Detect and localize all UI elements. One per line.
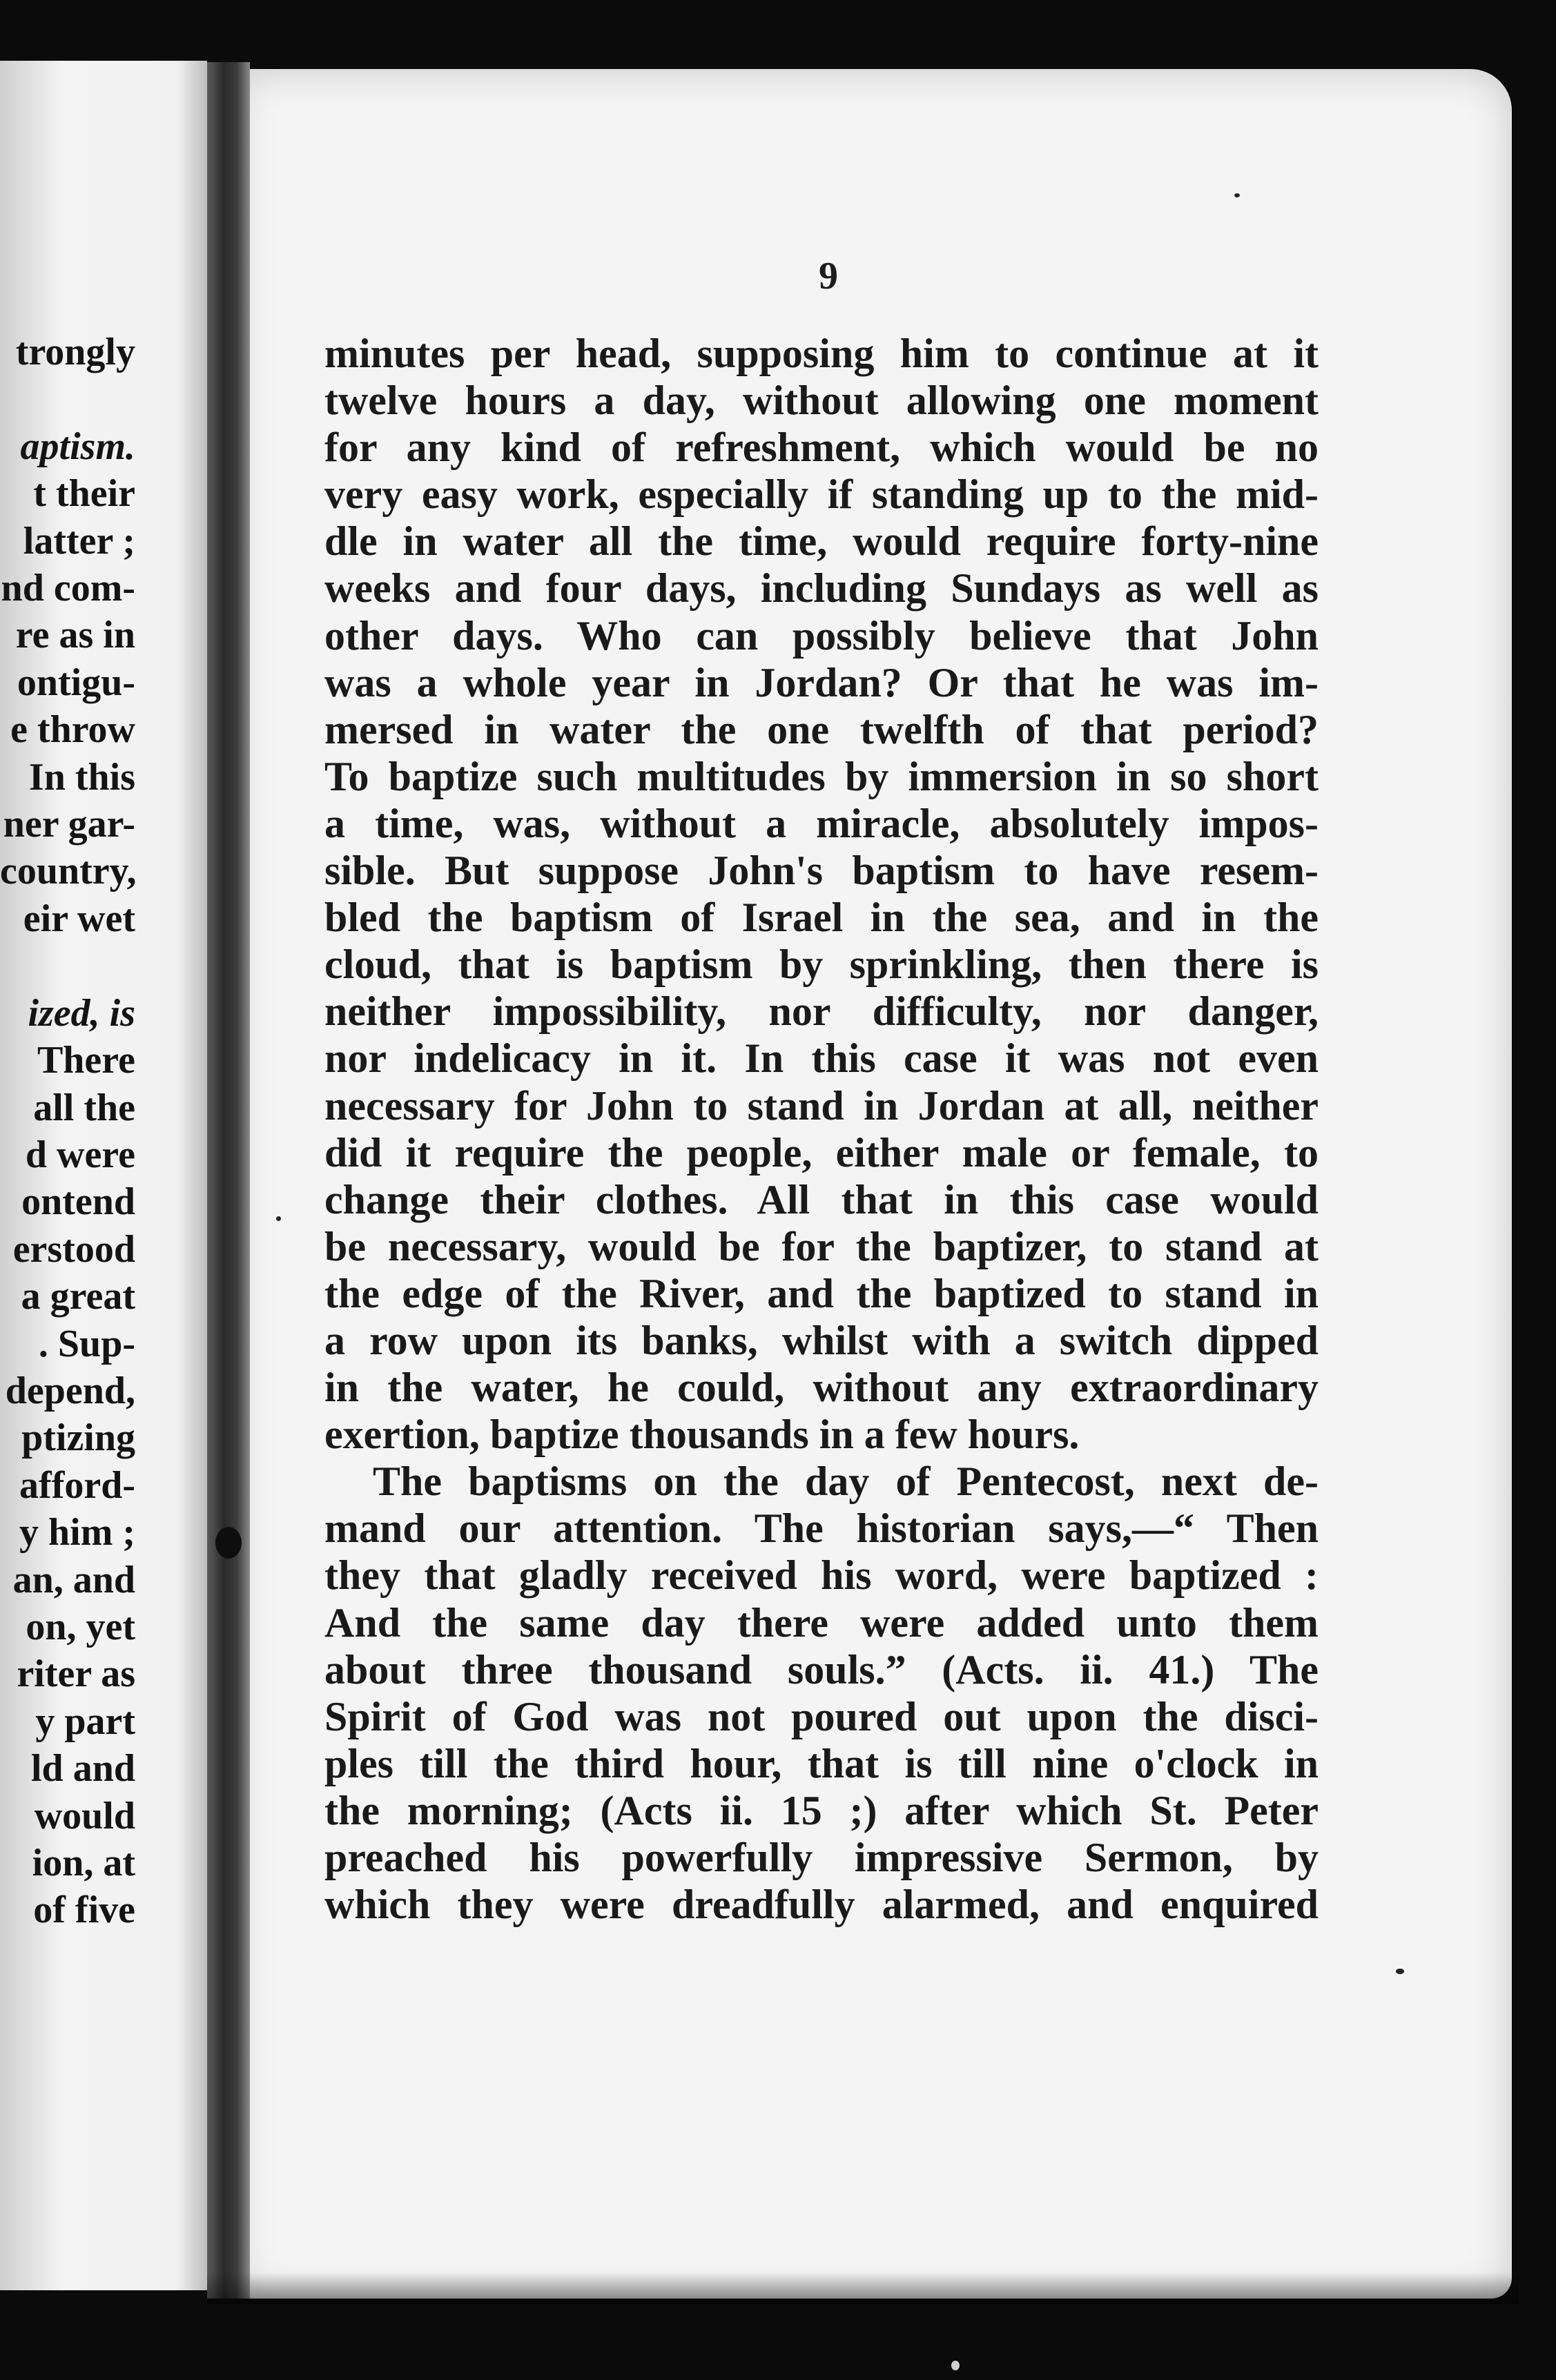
text-line: And the same day there were added unto them [324,1599,1319,1646]
left-page-line: ner gar- [3,803,135,846]
text-line: preached his powerfully impressive Sermon, by [324,1835,1319,1880]
text-line: they that gladly received his word, were baptized : [324,1552,1319,1599]
text-line: Spirit of God was not poured out upon the disci- [324,1693,1319,1739]
left-page-line: y him ; [19,1511,135,1554]
left-page-line: riter as [17,1652,135,1696]
text-line: mand our attention. The historian says,—“ Then [324,1505,1319,1552]
text-line: the edge of the River, and the baptized to stand in [324,1270,1319,1316]
binding-hole [215,1527,242,1559]
left-page-line: country, [0,850,137,893]
text-line: twelve hours a day, without allowing one moment [324,378,1319,424]
left-page-line: latter ; [23,519,135,563]
text-line: other days. Who can possibly believe that John [324,612,1319,659]
left-page-line: ion, at [32,1842,135,1884]
left-page-line: t their [33,472,135,516]
text-line: bled the baptism of Israel in the sea, and in the [324,895,1319,941]
print-speck [951,2361,960,2370]
left-page-line: ld and [31,1747,135,1791]
text-line: necessary for John to stand in Jordan at all, neither [324,1082,1319,1129]
left-page-line: aptism. [20,425,135,468]
text-line: which they were dreadfully alarmed, and enquired [324,1882,1319,1928]
text-line: was a whole year in Jordan? Or that he was im- [324,659,1319,705]
text-line: nor indelicacy in it. In this case it was not even [324,1035,1319,1082]
left-page-line [0,942,135,989]
page-body-text [324,330,1319,1928]
print-speck [1234,193,1240,197]
print-speck [276,1216,281,1221]
left-page-line: In this [28,755,135,799]
page-number: 9 [819,255,838,298]
left-page-line: an, and [12,1558,135,1601]
left-page-line: nd com- [1,567,135,610]
text-line: did it require the people, either male or female, to [324,1129,1319,1176]
text-line: the morning; (Acts ii. 15 ;) after which St. Peter [324,1787,1319,1833]
text-line: ples till the third hour, that is till nine o'clock in [324,1740,1319,1786]
left-page-line: ontigu- [17,661,135,704]
text-line: dle in water all the time, would require forty-nine [324,518,1319,565]
left-page-line: of five [33,1889,135,1932]
text-line: mersed in water the one twelfth of that period? [324,706,1319,752]
left-page-line: re as in [15,614,135,657]
left-page-line: would [34,1794,135,1837]
text-line: sible. But suppose John's baptism to have resem- [324,848,1319,894]
text-line: in the water, he could, without any extraordinary [324,1365,1319,1411]
text-line: change their clothes. All that in this case would [324,1176,1319,1222]
left-page-line: ontend [21,1180,135,1224]
left-page-line: ized, is [28,991,135,1035]
text-line: very easy work, especially if standing up to the mid- [324,471,1319,518]
text-line: minutes per head, supposing him to continue at it [324,331,1319,376]
left-page-line: depend, [5,1369,135,1412]
page-bottom-shadow [207,2272,1519,2304]
text-line: for any kind of refreshment, which would be no [324,425,1319,471]
left-page-line: afford- [19,1463,135,1507]
left-page-line: eir wet [23,897,135,940]
text-line: a time, was, without a miracle, absolutely impos- [324,800,1319,846]
left-page-line: There [37,1039,135,1082]
left-page-line [0,375,135,422]
left-page-line: d were [25,1133,135,1176]
text-line: The baptisms on the day of Pentecost, next de- [373,1459,1319,1505]
left-page-text-fragments [0,329,135,1934]
left-page-line: a great [21,1275,135,1318]
left-page-line: y part [35,1699,135,1743]
print-speck [1396,1969,1404,1974]
left-page-line: e throw [10,708,135,752]
text-line: exertion, baptize thousands in a few hours. [324,1412,1080,1458]
left-page-line: . Sup- [38,1322,135,1365]
text-line: a row upon its banks, whilst with a switch dipped [324,1317,1319,1363]
text-line: about three thousand souls.” (Acts. ii. 41.) The [324,1646,1319,1693]
left-page-line: trongly [15,331,135,373]
left-facing-page [0,61,207,2290]
left-page-line: on, yet [26,1605,135,1648]
left-page-line: all the [33,1086,135,1129]
text-line: weeks and four days, including Sundays as well as [324,565,1319,612]
book-gutter [207,62,250,2299]
left-page-line: erstood [12,1227,135,1271]
text-line: be necessary, would be for the baptizer, to stand at [324,1223,1319,1269]
text-line: To baptize such multitudes by immersion in so short [324,753,1319,799]
text-line: cloud, that is baptism by sprinkling, then there is [324,942,1319,988]
text-line: neither impossibility, nor difficulty, nor danger, [324,988,1319,1035]
left-page-line: ptizing [21,1416,135,1460]
